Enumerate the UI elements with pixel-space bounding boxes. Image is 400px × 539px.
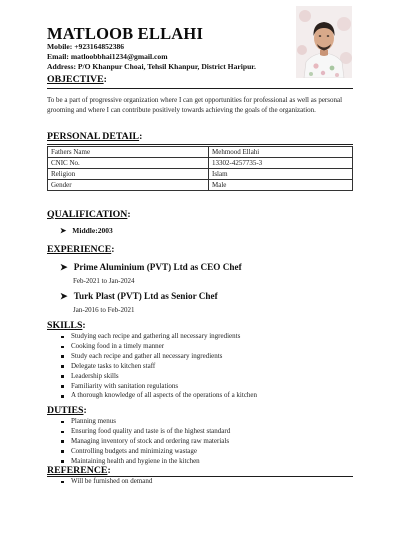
reference-list xyxy=(60,477,152,487)
skills-list xyxy=(60,332,257,401)
list-item: Ensuring food quality and taste is of the highest standard xyxy=(60,427,230,437)
duties-list xyxy=(60,417,230,467)
table-row xyxy=(48,180,353,191)
table-row xyxy=(48,147,353,158)
job-title: Turk Plast (PVT) Ltd as Senior Chef xyxy=(73,291,218,301)
objective-heading: OBJECTIVE: xyxy=(47,74,107,85)
list-item: Familiarity with sanitation regulations xyxy=(60,382,257,392)
candidate-name: MATLOOB ELLAHI xyxy=(47,24,204,43)
duties-heading: DUTIES: xyxy=(47,405,87,416)
experience-heading: EXPERIENCE: xyxy=(47,244,115,255)
arrow-bullet-icon: ➤ xyxy=(60,226,67,235)
list-item: Delegate tasks to kitchen staff xyxy=(60,362,257,372)
list-item: Studying each recipe and gathering all necessary ingredients xyxy=(60,332,257,342)
personal-detail-divider xyxy=(47,144,353,145)
job-dates: Jan-2016 to Feb-2021 xyxy=(73,306,135,314)
list-item: Maintaining health and hygiene in the kitchen xyxy=(60,457,230,467)
table-cell-value: Male xyxy=(209,180,353,191)
list-item: Cooking food in a timely manner xyxy=(60,342,257,352)
table-cell-label: CNIC No. xyxy=(48,158,209,169)
list-item: A thorough knowledge of all aspects of the operations of a kitchen xyxy=(60,391,257,401)
qualification-item xyxy=(60,226,113,235)
personal-detail-heading: PERSONAL DETAIL: xyxy=(47,131,143,142)
mobile-line: Mobile: +923164852386 xyxy=(47,42,125,51)
table-cell-value: Mehmood Ellahi xyxy=(209,147,353,158)
table-cell-label: Gender xyxy=(48,180,209,191)
objective-divider xyxy=(47,88,353,89)
table-cell-label: Fathers Name xyxy=(48,147,209,158)
table-cell-label: Religion xyxy=(48,169,209,180)
address-line: Address: P/O Khanpur Choai, Tehsil Khanpur, District Haripur. xyxy=(47,62,256,71)
list-item: Controlling budgets and minimizing wastage xyxy=(60,447,230,457)
profile-photo-image xyxy=(296,6,352,78)
arrow-bullet-icon: ➤ xyxy=(60,291,68,301)
profile-photo xyxy=(296,6,352,78)
experience-item xyxy=(60,291,218,302)
job-dates: Feb-2021 to Jan-2024 xyxy=(73,277,135,285)
objective-text: To be a part of progressive organization where I can get opportunities for professional as well as personal grooming and where I can contribute positively towards achieving the goals of the organization. xyxy=(47,96,343,115)
reference-heading: REFERENCE: xyxy=(47,465,111,476)
list-item: Leadership skills xyxy=(60,372,257,382)
table-row xyxy=(48,169,353,180)
arrow-bullet-icon: ➤ xyxy=(60,262,68,272)
qualification-heading: QUALIFICATION: xyxy=(47,209,131,220)
personal-detail-table xyxy=(47,146,353,191)
qualification-text: Middle:2003 xyxy=(72,226,113,235)
email-line: Email: matloobbhai1234@gmail.com xyxy=(47,52,168,61)
list-item: Planning menus xyxy=(60,417,230,427)
table-row xyxy=(48,158,353,169)
table-cell-value: Islam xyxy=(209,169,353,180)
skills-heading: SKILLS: xyxy=(47,320,86,331)
list-item: Managing inventory of stock and ordering raw materials xyxy=(60,437,230,447)
job-title: Prime Aluminium (PVT) Ltd as CEO Chef xyxy=(73,262,242,272)
table-cell-value: 13302-4257735-3 xyxy=(209,158,353,169)
list-item: Study each recipe and gather all necessary ingredients xyxy=(60,352,257,362)
list-item: Will be furnished on demand xyxy=(60,477,152,487)
experience-item xyxy=(60,262,242,273)
